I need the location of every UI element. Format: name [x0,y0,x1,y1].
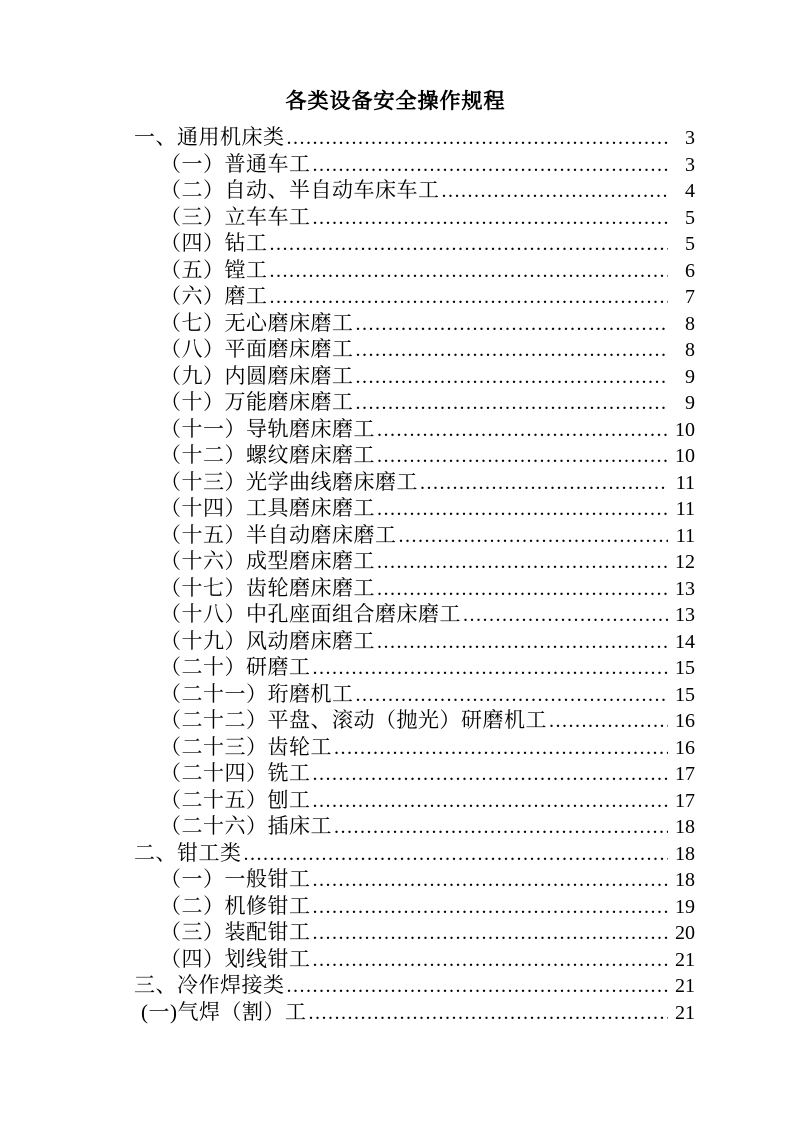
toc-entry-label: （十四）工具磨床磨工 [160,496,375,520]
toc-dot-leader [313,761,669,788]
toc-entry-label: （二）机修钳工 [160,893,311,918]
toc-dot-leader [270,258,669,285]
toc-entry-page-number: 11 [675,498,695,520]
toc-entry-page-number: 6 [685,259,695,282]
toc-entry-page-number: 10 [675,418,695,441]
toc-entry-label: （二十五）刨工 [160,787,311,812]
toc-entry-label: （八）平面磨床磨工 [160,337,354,361]
toc-dot-leader [287,125,669,152]
toc-entry[interactable] [96,389,695,416]
toc-entry-page-number: 3 [685,127,695,149]
toc-entry-page-number: 16 [675,736,695,759]
toc-entry-label: （二十三）齿轮工 [160,734,332,759]
toc-dot-leader [356,390,669,417]
toc-entry[interactable] [96,522,695,549]
toc-entry-page-number: 15 [675,657,695,679]
toc-entry[interactable] [96,999,695,1026]
toc-entry[interactable] [96,548,695,575]
toc-entry-page-number: 18 [675,869,695,891]
toc-entry[interactable] [96,575,695,602]
toc-entry-label: （六）磨工 [160,284,268,308]
toc-dot-leader [313,947,669,974]
toc-dot-leader [270,284,669,311]
toc-entry-label: （五）镗工 [160,257,268,282]
toc-entry-label: （十）万能磨床磨工 [160,390,354,414]
toc-dot-leader [313,152,669,179]
toc-dot-leader [244,841,669,868]
toc-dot-leader [377,549,668,576]
table-of-contents [96,124,695,1025]
toc-entry-page-number: 8 [685,339,695,361]
toc-entry-page-number: 15 [675,683,695,706]
toc-entry-label: （十六）成型磨床磨工 [160,549,375,573]
toc-entry-page-number: 4 [685,180,695,202]
toc-entry-label: 三、冷作焊接类 [134,973,285,997]
toc-entry-page-number: 7 [685,286,695,308]
toc-entry-label: （二十四）铣工 [160,761,311,785]
toc-entry-label: （十二）螺纹磨床磨工 [160,443,375,467]
toc-entry-page-number: 14 [675,630,695,653]
toc-entry-label: （十九）风动磨床磨工 [160,628,375,653]
toc-entry-page-number: 21 [675,1001,695,1024]
toc-entry-label: （二十二）平盘、滚动（抛光）研磨机工 [160,708,547,732]
toc-entry-label: （九）内圆磨床磨工 [160,363,354,388]
toc-entry[interactable] [96,866,695,893]
toc-dot-leader [420,470,668,497]
toc-entry-label: （十八）中孔座面组合磨床磨工 [160,602,461,626]
toc-entry[interactable] [96,734,695,761]
toc-entry[interactable] [96,283,695,310]
toc-entry[interactable] [96,760,695,787]
toc-dot-leader [377,443,668,470]
toc-dot-leader [377,496,668,523]
toc-entry-page-number: 17 [675,763,695,785]
toc-entry-label: （四）钻工 [160,231,268,255]
toc-entry-label: （二十六）插床工 [160,814,332,838]
toc-entry[interactable] [96,840,695,867]
toc-entry[interactable] [96,230,695,257]
toc-entry[interactable] [96,628,695,655]
toc-entry[interactable] [96,151,695,178]
toc-dot-leader [356,311,669,338]
toc-entry[interactable] [96,813,695,840]
toc-entry[interactable] [96,469,695,496]
toc-entry-page-number: 20 [675,922,695,944]
toc-entry-page-number: 21 [675,948,695,971]
toc-entry-page-number: 8 [685,312,695,335]
toc-entry[interactable] [96,893,695,920]
page-title: 各类设备安全操作规程 [285,89,506,113]
toc-entry-page-number: 19 [675,895,695,918]
toc-dot-leader [313,894,669,921]
toc-entry-label: （一）一般钳工 [160,867,311,891]
toc-entry-page-number: 10 [675,445,695,467]
toc-entry-page-number: 5 [685,206,695,229]
toc-dot-leader [309,1000,669,1027]
toc-dot-leader [356,337,669,364]
toc-entry-page-number: 13 [675,604,695,626]
toc-entry[interactable] [96,257,695,284]
toc-entry-label: （十一）导轨磨床磨工 [160,416,375,441]
toc-entry-label: （一）普通车工 [160,151,311,176]
toc-entry-label: （二十一）珩磨机工 [160,681,354,706]
toc-entry-page-number: 9 [685,365,695,388]
toc-dot-leader [313,655,669,682]
toc-entry-page-number: 11 [675,524,695,547]
toc-entry[interactable] [96,681,695,708]
toc-entry-page-number: 3 [685,153,695,176]
toc-dot-leader [549,708,668,735]
toc-entry-label: （二十）研磨工 [160,655,311,679]
toc-entry[interactable] [96,601,695,628]
toc-entry[interactable] [96,177,695,204]
toc-dot-leader [313,920,669,947]
toc-entry[interactable] [96,442,695,469]
toc-dot-leader [313,205,669,232]
toc-dot-leader [334,814,668,841]
toc-dot-leader [399,523,669,550]
toc-entry-label: （十七）齿轮磨床磨工 [160,575,375,600]
toc-entry-page-number: 18 [675,816,695,838]
toc-entry[interactable] [96,972,695,999]
toc-entry[interactable] [96,310,695,337]
toc-entry-page-number: 13 [675,577,695,600]
toc-entry[interactable] [96,416,695,443]
toc-dot-leader [287,973,669,1000]
toc-entry-label: （二）自动、半自动车床车工 [160,178,440,202]
toc-entry[interactable] [96,654,695,681]
toc-entry-page-number: 21 [675,975,695,997]
toc-entry-label: （三）立车车工 [160,204,311,229]
toc-entry-label: 一、通用机床类 [134,125,285,149]
toc-entry-label: (一)气焊（割）工 [141,999,307,1024]
toc-entry-page-number: 12 [675,551,695,573]
toc-entry-page-number: 5 [685,233,695,255]
toc-entry-label: 二、钳工类 [134,840,242,865]
toc-dot-leader [377,576,668,603]
toc-entry-label: （四）划线钳工 [160,946,311,971]
toc-dot-leader [356,682,669,709]
toc-entry-page-number: 16 [675,710,695,732]
toc-dot-leader [442,178,669,205]
toc-entry-page-number: 18 [675,842,695,865]
toc-entry[interactable] [96,124,695,151]
toc-entry-label: （十五）半自动磨床磨工 [160,522,397,547]
toc-entry[interactable] [96,336,695,363]
toc-entry[interactable] [96,946,695,973]
toc-entry-label: （十三）光学曲线磨床磨工 [160,469,418,494]
toc-entry[interactable] [96,363,695,390]
toc-entry[interactable] [96,707,695,734]
toc-dot-leader [463,602,668,629]
toc-dot-leader [270,231,669,258]
toc-dot-leader [356,364,669,391]
toc-entry-page-number: 9 [685,392,695,414]
toc-entry-label: （七）无心磨床磨工 [160,310,354,335]
toc-dot-leader [377,629,668,656]
toc-dot-leader [334,735,668,762]
toc-entry[interactable] [96,919,695,946]
toc-entry[interactable] [96,495,695,522]
toc-entry-page-number: 11 [675,471,695,494]
toc-dot-leader [377,417,668,444]
toc-dot-leader [313,867,669,894]
toc-entry-label: （三）装配钳工 [160,920,311,944]
toc-entry[interactable] [96,204,695,231]
toc-entry-page-number: 17 [675,789,695,812]
toc-entry[interactable] [96,787,695,814]
toc-dot-leader [313,788,669,815]
